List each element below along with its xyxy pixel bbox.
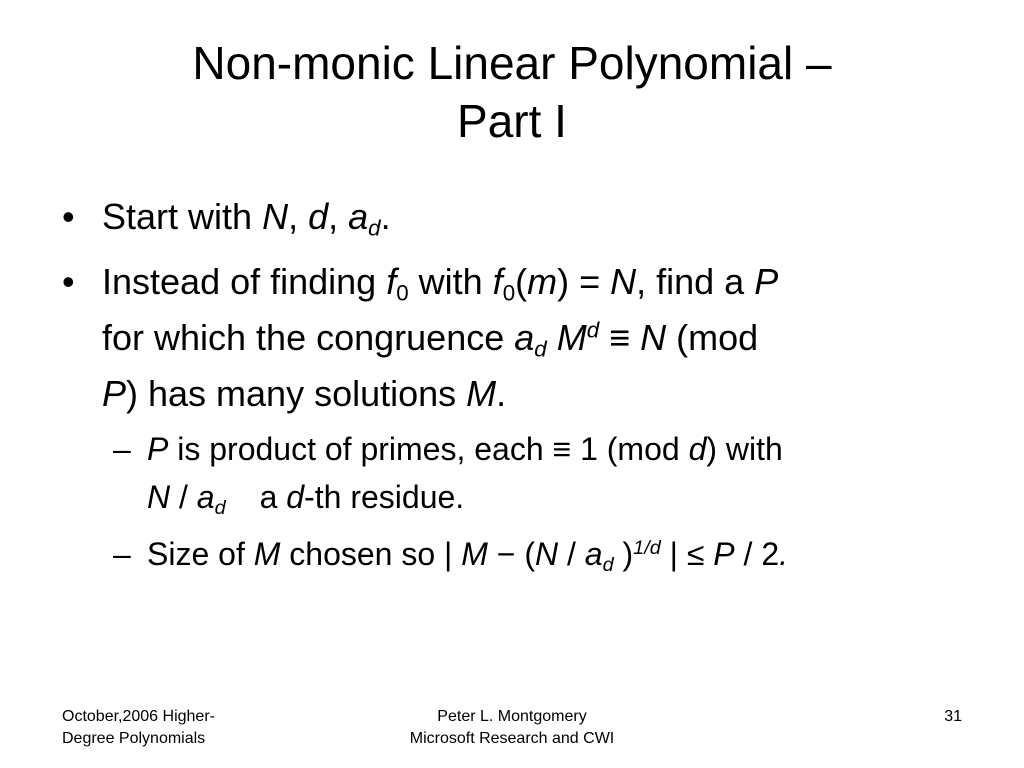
slide-title [60,34,964,150]
bullet-2-line-2: for which the congruence $a_d$ $M^d \equiv N$ (mod [102,317,759,362]
slide-number: 31 [944,708,962,725]
footer-left [62,706,292,750]
dash-mark: – [113,431,131,467]
subbullet-1-line-1: P is product of primes, each ≡ 1 (mod d) with [147,431,783,467]
subbullet-1-text [147,425,973,521]
bullet-2-line-1: Instead of finding $f_0$ with $f_0(m) = N$, find a P [102,261,779,306]
dash-mark: – [113,536,131,572]
slide-title-line-1: Non-monic Linear Polynomial – [192,37,832,89]
slide-title-line-2: Part I [457,95,567,147]
bullet-2-text [102,254,962,422]
footer-author: Peter L. Montgomery [437,708,587,725]
subbullet-2-text: Size of M chosen so | $M - (N / a_d$ )$^{1/d}$ | ≤ P / 2. [147,536,788,576]
bullet-2-line-3: P) has many solutions M. [102,373,507,414]
footer-affiliation: Microsoft Research and CWI [409,730,615,747]
bullet-mark: • [62,261,75,302]
footer-date-line: October,2006 Higher- [62,708,215,725]
footer-topic-line: Degree Polynomials [62,730,206,747]
bullet-mark: • [62,196,75,237]
footer-center [362,706,662,750]
bullet-1-text: Start with N, d, $a_d$. [102,196,391,241]
subbullet-1-line-2: N / $a_d$ a d-th residue. [147,479,465,519]
